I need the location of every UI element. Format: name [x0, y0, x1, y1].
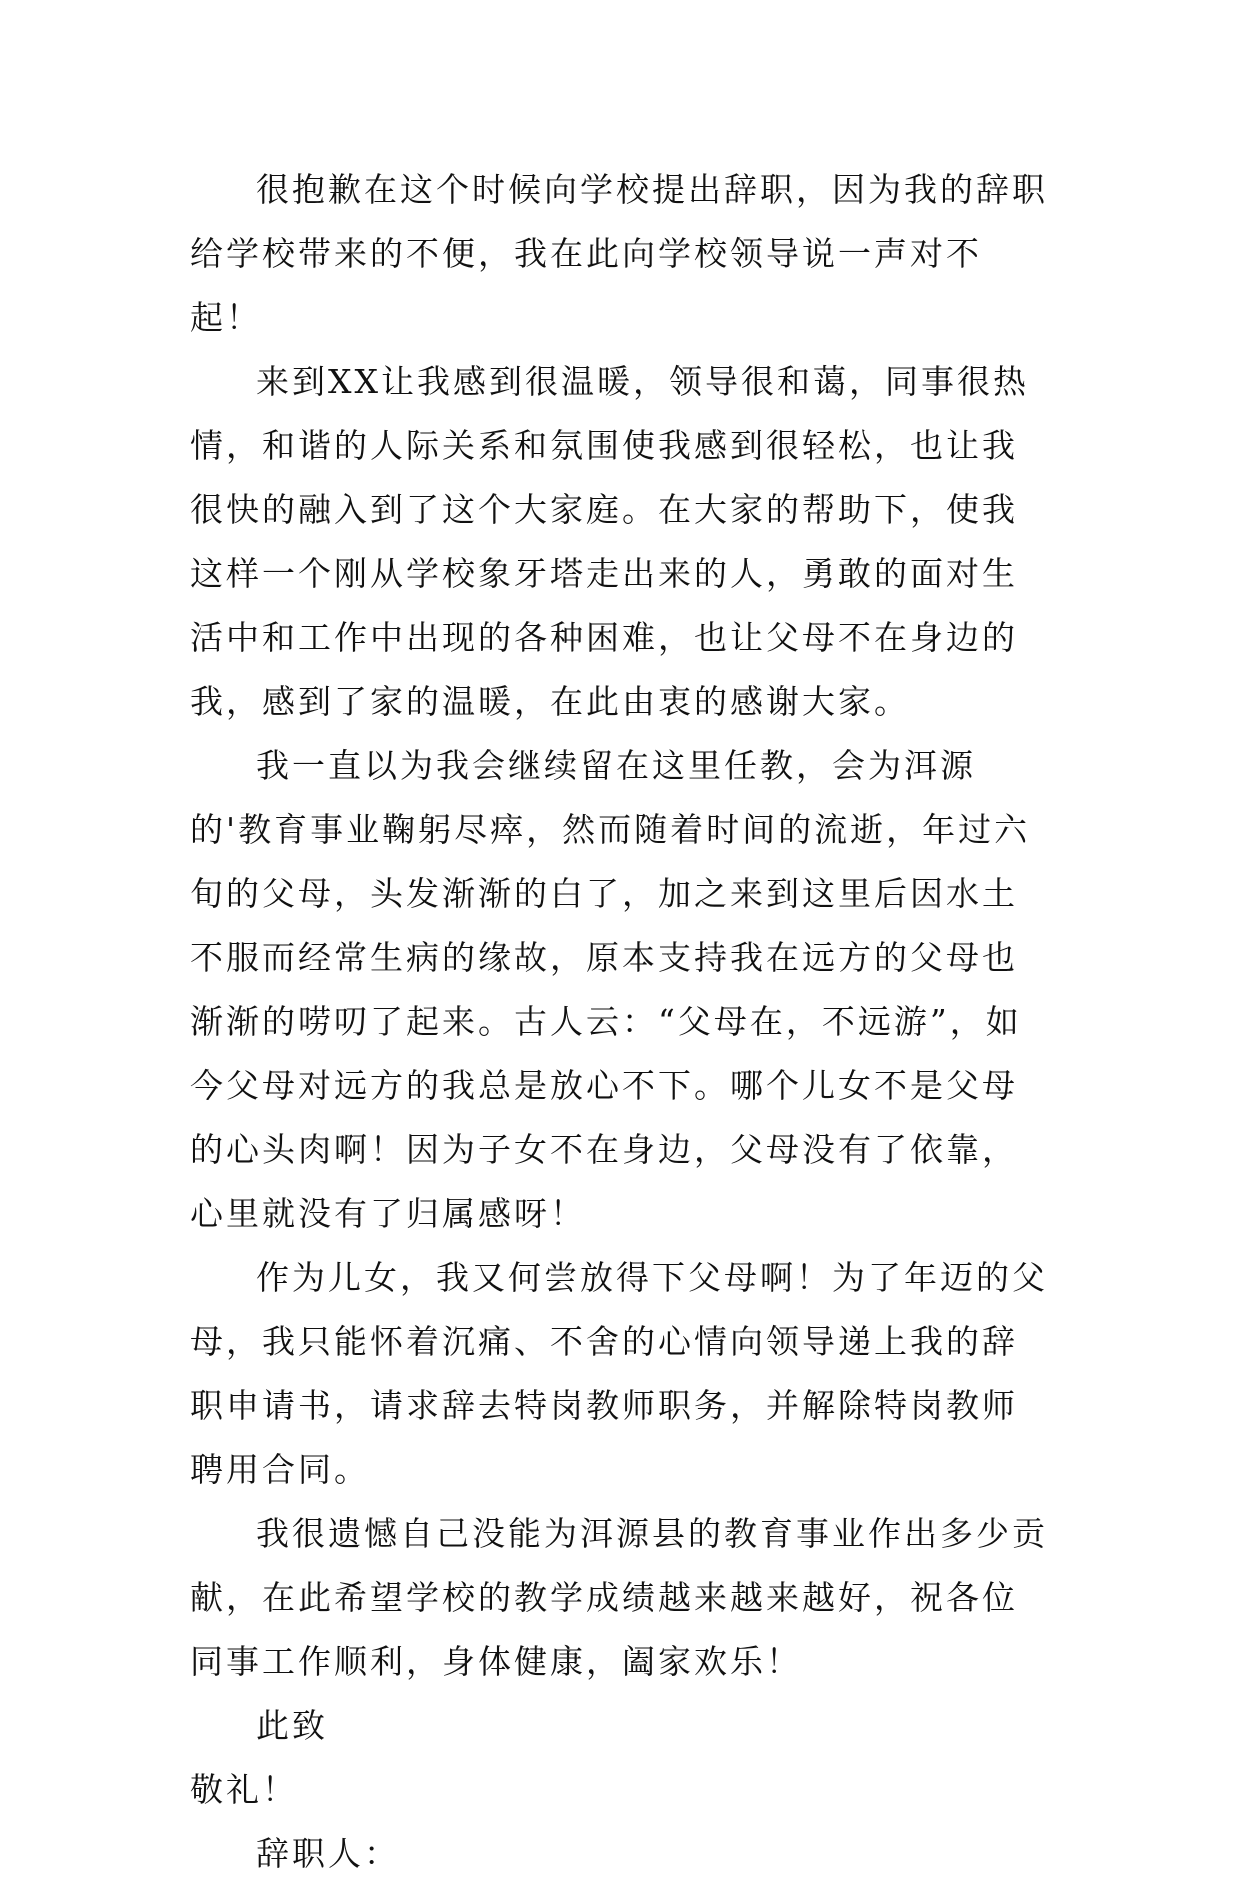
closing-phrase: 此致: [256, 1706, 328, 1745]
paragraph-apology: 很抱歉在这个时候向学校提出辞职，因为我的辞职给学校带来的不便，我在此向学校领导说一声对不起！: [190, 170, 1048, 337]
paragraph-best-wishes: 我很遗憾自己没能为洱源县的教育事业作出多少贡献，在此希望学校的教学成绩越来越来越好，祝各位同事工作顺利，身体健康，阖家欢乐！: [190, 1514, 1048, 1681]
signature-label: 辞职人：: [256, 1834, 400, 1873]
paragraph-parents-reason: 我一直以为我会继续留在这里任教，会为洱源的'教育事业鞠躬尽瘁，然而随着时间的流逝，年过六旬的父母，头发渐渐的白了，加之来到这里后因水土不服而经常生病的缘故，原本支持我在远方的父母也渐渐的唠叨了起来。古人云：“父母在，不远游”，如今父母对远方的我总是放心不下。哪个儿女不是父母的心头肉啊！因为子女不在身边，父母没有了依靠，心里就没有了归属感呀！: [190, 746, 1031, 1233]
paragraph-gratitude: 来到XX让我感到很温暖，领导很和蔼，同事很热情，和谐的人际关系和氛围使我感到很轻松，也让我很快的融入到了这个大家庭。在大家的帮助下，使我这样一个刚从学校象牙塔走出来的人，勇敢的面对生活中和工作中出现的各种困难，也让父母不在身边的我，感到了家的温暖，在此由衷的感谢大家。: [190, 362, 1029, 721]
letter-body: [190, 158, 1050, 1886]
salute: 敬礼！: [190, 1770, 298, 1809]
paragraph-resignation-request: 作为儿女，我又何尝放得下父母啊！为了年迈的父母，我只能怀着沉痛、不舍的心情向领导递上我的辞职申请书，请求辞去特岗教师职务，并解除特岗教师聘用合同。: [190, 1258, 1048, 1489]
